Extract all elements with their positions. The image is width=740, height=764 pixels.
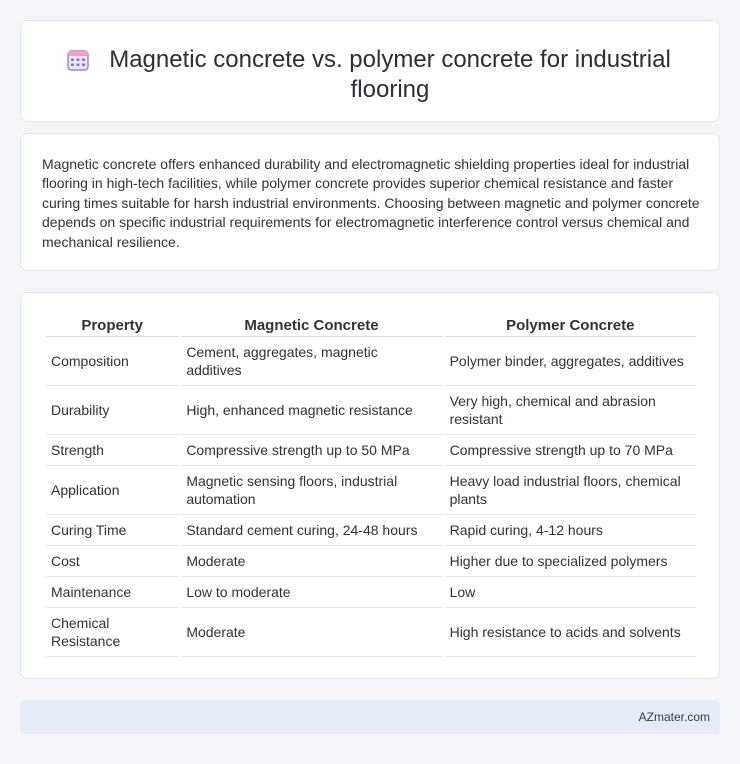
- table-cell: Very high, chemical and abrasion resistant: [445, 386, 696, 435]
- comparison-table: [43, 315, 699, 657]
- table-cell: Moderate: [181, 608, 441, 657]
- table-cell: Higher due to specialized polymers: [445, 546, 696, 577]
- comparison-table-card: [20, 292, 720, 679]
- table-cell: Compressive strength up to 50 MPa: [181, 435, 441, 466]
- footer-bar: [20, 700, 720, 734]
- page-title: Magnetic concrete vs. polymer concrete for industrial flooring: [109, 46, 671, 103]
- table-row: [46, 337, 696, 386]
- footer-site-link[interactable]: AZmater.com: [638, 710, 710, 724]
- table-cell: Chemical Resistance: [46, 608, 178, 657]
- table-cell: Standard cement curing, 24-48 hours: [181, 515, 441, 546]
- table-cell: Heavy load industrial floors, chemical plants: [445, 466, 696, 515]
- table-row: [46, 466, 696, 515]
- table-cell: Maintenance: [46, 577, 178, 608]
- table-cell: Curing Time: [46, 515, 178, 546]
- table-row: [46, 546, 696, 577]
- table-cell: Cement, aggregates, magnetic additives: [181, 337, 441, 386]
- table-cell: Cost: [46, 546, 178, 577]
- table-row: [46, 386, 696, 435]
- table-cell: Moderate: [181, 546, 441, 577]
- table-cell: Low: [445, 577, 696, 608]
- table-cell: High resistance to acids and solvents: [445, 608, 696, 657]
- table-cell: Strength: [46, 435, 178, 466]
- column-header: Polymer Concrete: [445, 315, 696, 337]
- column-header: Magnetic Concrete: [181, 315, 441, 337]
- summary-card: [20, 133, 720, 271]
- table-cell: Composition: [46, 337, 178, 386]
- table-cell: Rapid curing, 4-12 hours: [445, 515, 696, 546]
- table-cell: Low to moderate: [181, 577, 441, 608]
- column-header: Property: [46, 315, 178, 337]
- table-cell: Application: [46, 466, 178, 515]
- table-cell: Durability: [46, 386, 178, 435]
- table-row: [46, 577, 696, 608]
- summary-text: Magnetic concrete offers enhanced durability and electromagnetic shielding properties ideal for industrial flooring in high-tech facilities, while polymer concrete provides superior chemical resistance and faster curing times suitable for harsh industrial environments. Choosing between magnetic and polymer concrete depends on specific industrial requirements for electromagnetic interference control versus chemical and mechanical resilience.: [42, 156, 700, 250]
- table-row: [46, 435, 696, 466]
- table-row: [46, 515, 696, 546]
- table-cell: High, enhanced magnetic resistance: [181, 386, 441, 435]
- table-cell: Polymer binder, aggregates, additives: [445, 337, 696, 386]
- header-card: [20, 20, 720, 122]
- table-row: [46, 608, 696, 657]
- table-cell: Compressive strength up to 70 MPa: [445, 435, 696, 466]
- table-header-row: [46, 315, 696, 337]
- table-cell: Magnetic sensing floors, industrial automation: [181, 466, 441, 515]
